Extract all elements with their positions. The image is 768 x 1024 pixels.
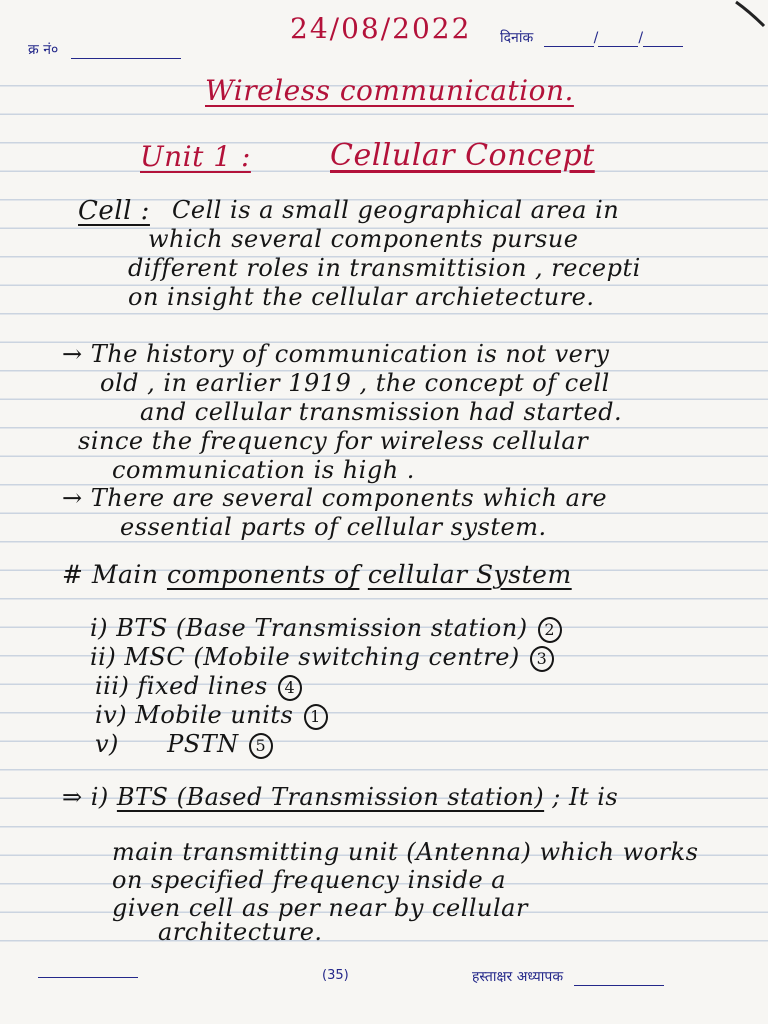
list-item-number: i): [90, 614, 109, 642]
list-item-text: fixed lines: [137, 672, 268, 700]
cell-def-line-1: Cell is a small geographical area in: [172, 196, 620, 224]
date-sep-2: /: [638, 30, 644, 46]
unit-title: Cellular Concept: [330, 138, 595, 173]
list-item-text: PSTN: [167, 730, 239, 758]
heading-main: Main: [91, 560, 159, 589]
history-line-4: since the frequency for wireless cellular: [78, 427, 589, 455]
notes-title: Wireless communication.: [205, 74, 574, 107]
list-item-circle: 4: [278, 675, 302, 701]
list-item-text: BTS (Base Transmission station): [116, 614, 528, 642]
teacher-signature-label: हस्ताक्षर अध्यापक: [472, 969, 564, 985]
date-year-blank: [643, 34, 683, 47]
list-item-circle: 5: [249, 733, 273, 759]
footer-left-blank: [38, 962, 138, 978]
list-item-number: v): [95, 730, 119, 758]
heading-system: cellular System: [367, 560, 572, 589]
list-item-number: iii): [95, 672, 130, 700]
bts-intro: ⇒ i): [62, 783, 117, 811]
date-field: [500, 28, 683, 47]
list-item-number: ii): [90, 643, 117, 671]
history-line-1: → The history of communication is not very: [62, 340, 610, 368]
list-item: [95, 730, 273, 759]
list-item-circle: 2: [538, 617, 562, 643]
bts-heading: BTS (Based Transmission station): [116, 783, 545, 811]
components-line-1: → There are several components which are: [62, 484, 608, 512]
list-item: [95, 672, 302, 701]
date-day-blank: [544, 34, 594, 47]
heading-hash: #: [62, 560, 84, 589]
list-item-circle: 3: [530, 646, 554, 672]
bts-line-3: given cell as per near by cellular: [112, 894, 528, 922]
date-sep-1: /: [593, 30, 599, 46]
roll-number-blank: [71, 46, 181, 59]
bts-heading-line: [62, 783, 618, 811]
cell-def-line-3: different roles in transmittision , recepti: [128, 254, 641, 282]
history-line-5: communication is high .: [112, 456, 415, 484]
bts-line-2: on specified frequency inside a: [112, 866, 507, 894]
components-line-2: essential parts of cellular system.: [120, 513, 547, 541]
unit-label: Unit 1 :: [140, 140, 251, 173]
footer-left-line: [38, 965, 138, 978]
list-item-text: MSC (Mobile switching centre): [124, 643, 520, 671]
list-item-text: Mobile units: [135, 701, 294, 729]
date-month-blank: [598, 34, 638, 47]
list-item-circle: 1: [304, 704, 328, 730]
cell-label: Cell :: [78, 196, 150, 226]
bts-line-4: architecture.: [158, 918, 323, 946]
components-heading: [62, 560, 572, 589]
cell-def-line-2: which several components pursue: [148, 225, 579, 253]
history-line-3: and cellular transmission had started.: [140, 398, 623, 426]
list-item: [95, 701, 328, 730]
list-item: [90, 614, 562, 643]
date-label: दिनांक: [500, 30, 534, 46]
teacher-signature-field: [472, 967, 664, 986]
roll-number-label: क्र नं०: [28, 42, 59, 58]
heading-components: components of: [166, 560, 360, 589]
teacher-signature-blank: [574, 973, 664, 986]
page-corner-mark: [728, 0, 768, 30]
list-item-number: iv): [95, 701, 128, 729]
history-line-2: old , in earlier 1919 , the concept of cell: [100, 369, 610, 397]
bts-line-1: main transmitting unit (Antenna) which works: [112, 838, 699, 866]
cell-def-line-4: on insight the cellular archietecture.: [128, 283, 595, 311]
handwritten-date: 24/08/2022: [290, 12, 472, 45]
roll-number-field: [28, 40, 181, 59]
list-item: [90, 643, 554, 672]
page-number: (35): [322, 968, 349, 983]
bts-heading-tail: ; It is: [544, 783, 619, 811]
